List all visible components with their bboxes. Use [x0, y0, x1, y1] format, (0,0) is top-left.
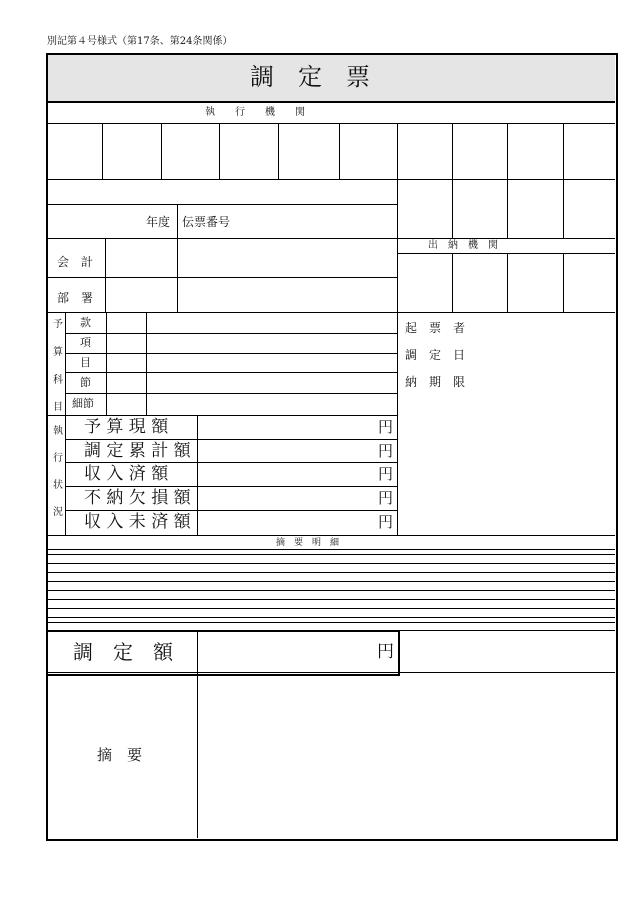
- status-row: [65, 462, 397, 463]
- subject-level-label: 節: [80, 376, 91, 389]
- form-title: 調 定 票: [250, 63, 370, 91]
- code-divider: [507, 123, 508, 239]
- details-line: [47, 554, 615, 555]
- subject-row: [65, 393, 397, 394]
- yen-unit: 円: [377, 642, 394, 662]
- subject-col: [65, 312, 66, 415]
- rule-right: [397, 238, 615, 239]
- rule-left: [47, 204, 397, 205]
- subject-row: [65, 372, 397, 373]
- fiscal-year-label: 年度: [146, 215, 171, 229]
- yen-unit: 円: [378, 489, 394, 507]
- payment-divider: [452, 253, 453, 312]
- dept-divider: [105, 238, 106, 312]
- status-col: [65, 415, 66, 535]
- subject-level-label: 項: [80, 336, 91, 349]
- status-row: [65, 510, 397, 511]
- rule-under-amount: [47, 672, 615, 673]
- status-row-label: 収 入 済 額: [84, 464, 169, 484]
- rule-under-org-header: [47, 123, 615, 124]
- budget-subject-char: 目: [53, 402, 63, 413]
- department-label: 部 署: [57, 291, 94, 305]
- rule-right: [397, 253, 615, 254]
- details-line: [47, 563, 615, 564]
- rule-left: [47, 277, 397, 278]
- rule-under-status: [47, 535, 615, 536]
- exec-status-char: 執: [53, 426, 63, 437]
- subject-row: [47, 415, 397, 416]
- subject-col: [106, 312, 107, 415]
- subject-col: [146, 312, 147, 415]
- due-date-label: 納 期 限: [405, 375, 466, 389]
- budget-subject-char: 算: [53, 347, 63, 358]
- amount-label: 調 定 額: [73, 640, 173, 664]
- status-row: [65, 486, 397, 487]
- rule-under-code-boxes: [47, 179, 615, 180]
- exec-status-char: 状: [53, 480, 63, 491]
- details-line: [47, 599, 615, 600]
- subject-level-label: 目: [80, 356, 91, 369]
- status-row: [65, 439, 397, 440]
- yen-unit: 円: [378, 418, 394, 436]
- rule-under-title: [47, 101, 615, 103]
- budget-subject-char: 予: [53, 319, 63, 330]
- amount-divider: [197, 630, 198, 838]
- code-divider: [397, 123, 398, 535]
- rule-right: [397, 312, 615, 313]
- executing-org-label: 執 行 機 関: [205, 107, 305, 118]
- assessment-date-label: 調 定 日: [405, 348, 466, 362]
- details-line: [47, 590, 615, 591]
- status-row-label: 予 算 現 額: [84, 417, 169, 437]
- form-header-note: 別記第４号様式（第17条、第24条関係）: [47, 36, 233, 47]
- code-divider: [102, 123, 103, 179]
- voucher-number-label: 伝票番号: [182, 215, 231, 229]
- exec-status-char: 行: [53, 453, 63, 464]
- rule-left: [47, 238, 397, 239]
- subject-row: [65, 353, 397, 354]
- yen-unit: 円: [378, 465, 394, 483]
- details-line: [47, 622, 615, 623]
- budget-subject-char: 科: [53, 375, 63, 386]
- code-divider: [219, 123, 220, 179]
- status-row-label: 収 入 未 済 額: [84, 512, 191, 532]
- details-line: [47, 581, 615, 582]
- voucher-divider: [177, 204, 178, 312]
- code-divider: [452, 123, 453, 239]
- subject-level-label: 款: [80, 316, 91, 329]
- subject-level-label: 細節: [72, 397, 94, 410]
- status-row-label: 調 定 累 計 額: [84, 441, 191, 461]
- code-divider: [161, 123, 162, 179]
- details-line: [47, 608, 615, 609]
- summary-label: 摘 要: [97, 746, 143, 764]
- rule-left: [47, 312, 397, 313]
- exec-status-char: 況: [53, 507, 63, 518]
- accounting-label: 会 計: [57, 255, 94, 269]
- yen-unit: 円: [378, 442, 394, 460]
- status-col: [197, 415, 198, 535]
- details-label: 摘 要 明 細: [276, 538, 340, 548]
- details-line: [47, 617, 615, 618]
- subject-row: [65, 333, 397, 334]
- details-line: [47, 549, 615, 550]
- yen-unit: 円: [378, 513, 394, 531]
- payment-divider: [563, 253, 564, 312]
- details-line: [47, 572, 615, 573]
- code-divider: [563, 123, 564, 239]
- drafter-label: 起 票 者: [405, 321, 466, 335]
- code-divider: [339, 123, 340, 179]
- payment-divider: [507, 253, 508, 312]
- payment-org-label: 出 納 機 関: [428, 240, 498, 251]
- status-row-label: 不 納 欠 損 額: [84, 488, 191, 508]
- code-divider: [278, 123, 279, 179]
